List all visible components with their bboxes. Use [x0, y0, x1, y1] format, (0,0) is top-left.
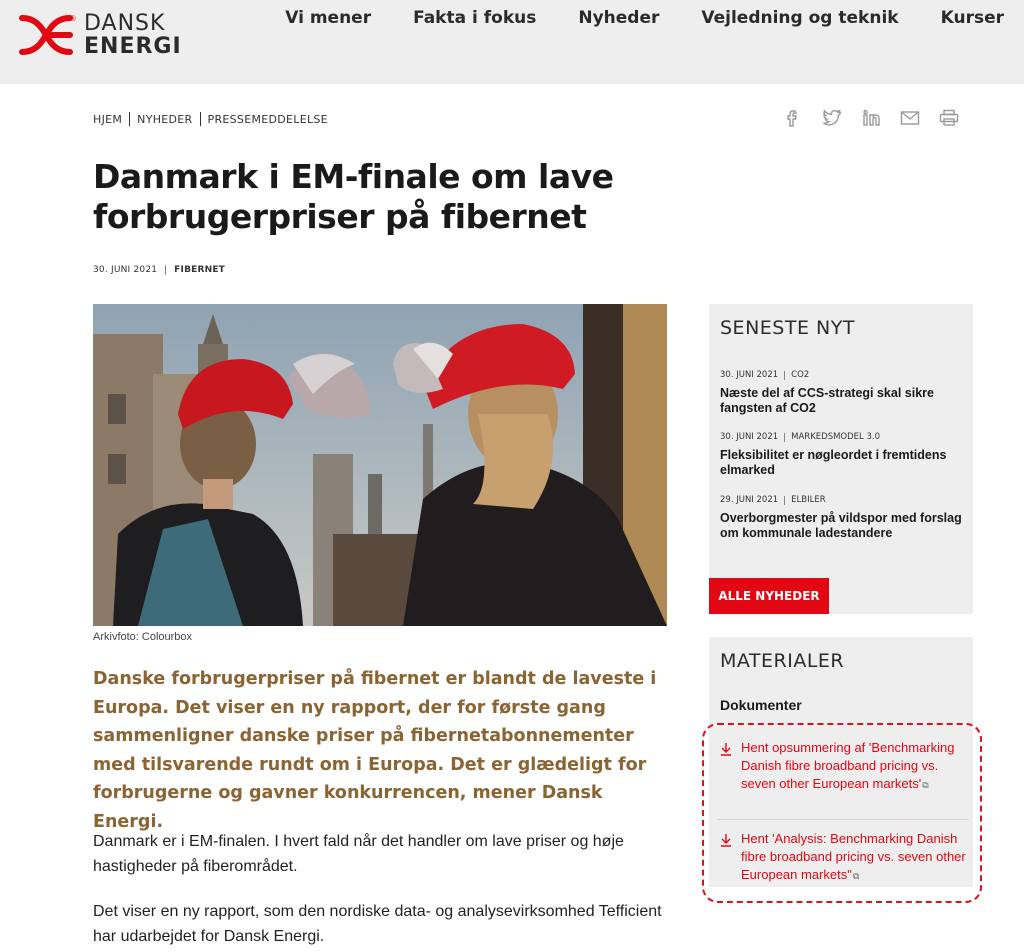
logo-wordmark [84, 12, 182, 58]
breadcrumb-separator [200, 112, 201, 126]
documents-label: Dokumenter [720, 697, 802, 713]
logo-line-2: ENERGI [84, 34, 182, 59]
meta-separator [784, 433, 785, 442]
nav-vejledning-og-teknik[interactable]: Vejledning og teknik [701, 8, 899, 28]
photo-caption: Arkivfoto: Colourbox [93, 631, 193, 643]
breadcrumb [93, 112, 328, 126]
article-tag[interactable]: FIBERNET [174, 265, 226, 275]
document-link[interactable] [717, 830, 969, 885]
meta-separator [165, 265, 166, 275]
news-date: 29. JUNI 2021 [720, 495, 779, 505]
dansk-energi-logo[interactable] [18, 10, 182, 60]
divider [717, 819, 969, 820]
article-date: 30. JUNI 2021 [93, 265, 158, 275]
latest-news-box [709, 304, 973, 614]
latest-news-title: SENESTE NYT [720, 317, 855, 339]
news-title[interactable]: Næste del af CCS-strategi skal sikre fangsten af CO2 [720, 386, 934, 415]
news-date: 30. JUNI 2021 [720, 432, 779, 442]
nav-vi-mener[interactable]: Vi mener [285, 8, 372, 28]
print-icon[interactable] [938, 108, 960, 128]
news-title[interactable]: Overborgmester på vildspor med forslag om kommunale ladestandere [720, 511, 962, 540]
article-title: Danmark i EM-finale om lave forbrugerpriser på fibernet [93, 157, 614, 236]
breadcrumb-home[interactable]: HJEM [93, 112, 123, 126]
materials-box [709, 637, 973, 887]
news-tag: ELBILER [791, 495, 826, 505]
nav-fakta-i-fokus[interactable]: Fakta i fokus [413, 8, 537, 28]
facebook-icon[interactable] [782, 108, 804, 128]
nav-kurser[interactable]: Kurser [940, 8, 1004, 28]
news-item[interactable] [720, 432, 965, 478]
document-link-text[interactable]: Hent 'Analysis: Benchmarking Danish fibre broadband pricing vs. seven other European markets" [741, 831, 966, 882]
news-item[interactable] [720, 370, 965, 416]
article-paragraph: Det viser en ny rapport, som den nordiske data- og analysevirksomhed Tefficient har udarbejdet for Dansk Energi. [93, 903, 662, 945]
news-meta [720, 495, 965, 505]
news-meta [720, 432, 965, 442]
news-item[interactable] [720, 495, 965, 541]
breadcrumb-press-release[interactable]: PRESSEMEDDELELSE [207, 112, 328, 126]
external-link-icon: ⧉ [852, 870, 860, 881]
news-meta [720, 370, 965, 380]
share-bar [782, 108, 977, 128]
external-link-icon: ⧉ [922, 779, 929, 790]
registered-mark: ® [70, 14, 76, 23]
logo-line-1: DANSK [84, 11, 166, 36]
download-icon [719, 833, 733, 847]
main-nav [243, 8, 1004, 28]
site-header [0, 0, 1024, 84]
article-paragraph: Danmark er i EM-finalen. I hvert fald når det handler om lave priser og høje hastigheder på fiberområdet. [93, 833, 624, 875]
news-title[interactable]: Fleksibilitet er nøgleordet i fremtidens elmarked [720, 448, 947, 477]
mail-icon[interactable] [899, 108, 921, 128]
article-lead: Danske forbrugerpriser på fibernet er blandt de laveste i Europa. Det viser en ny rapport, der for første gang sammenligner danske priser på fibernetabonnementer med tilsvarende rundt om i Europa. Det er glædeligt for forbrugerne og gavner konkurrencen, mener Dansk Energi. [93, 669, 657, 832]
news-date: 30. JUNI 2021 [720, 370, 779, 380]
article-photo [93, 304, 667, 626]
nav-nyheder[interactable]: Nyheder [578, 8, 660, 28]
news-tag: MARKEDSMODEL 3.0 [791, 432, 880, 442]
all-news-button[interactable]: ALLE NYHEDER [709, 578, 829, 614]
breadcrumb-news[interactable]: NYHEDER [137, 112, 193, 126]
breadcrumb-separator [129, 112, 130, 126]
twitter-icon[interactable] [821, 108, 843, 128]
meta-separator [784, 496, 785, 505]
photo-illustration [93, 304, 667, 626]
document-link[interactable] [717, 739, 969, 794]
document-link-text[interactable]: Hent opsummering af 'Benchmarking Danish fibre broadband pricing vs. seven other European markets' [741, 740, 955, 791]
article-meta [93, 265, 225, 275]
news-tag: CO2 [791, 370, 810, 380]
materials-title: MATERIALER [720, 650, 845, 672]
logo-mark-icon [18, 10, 74, 60]
download-icon [719, 742, 733, 756]
linkedin-icon[interactable] [860, 108, 882, 128]
meta-separator [784, 371, 785, 380]
